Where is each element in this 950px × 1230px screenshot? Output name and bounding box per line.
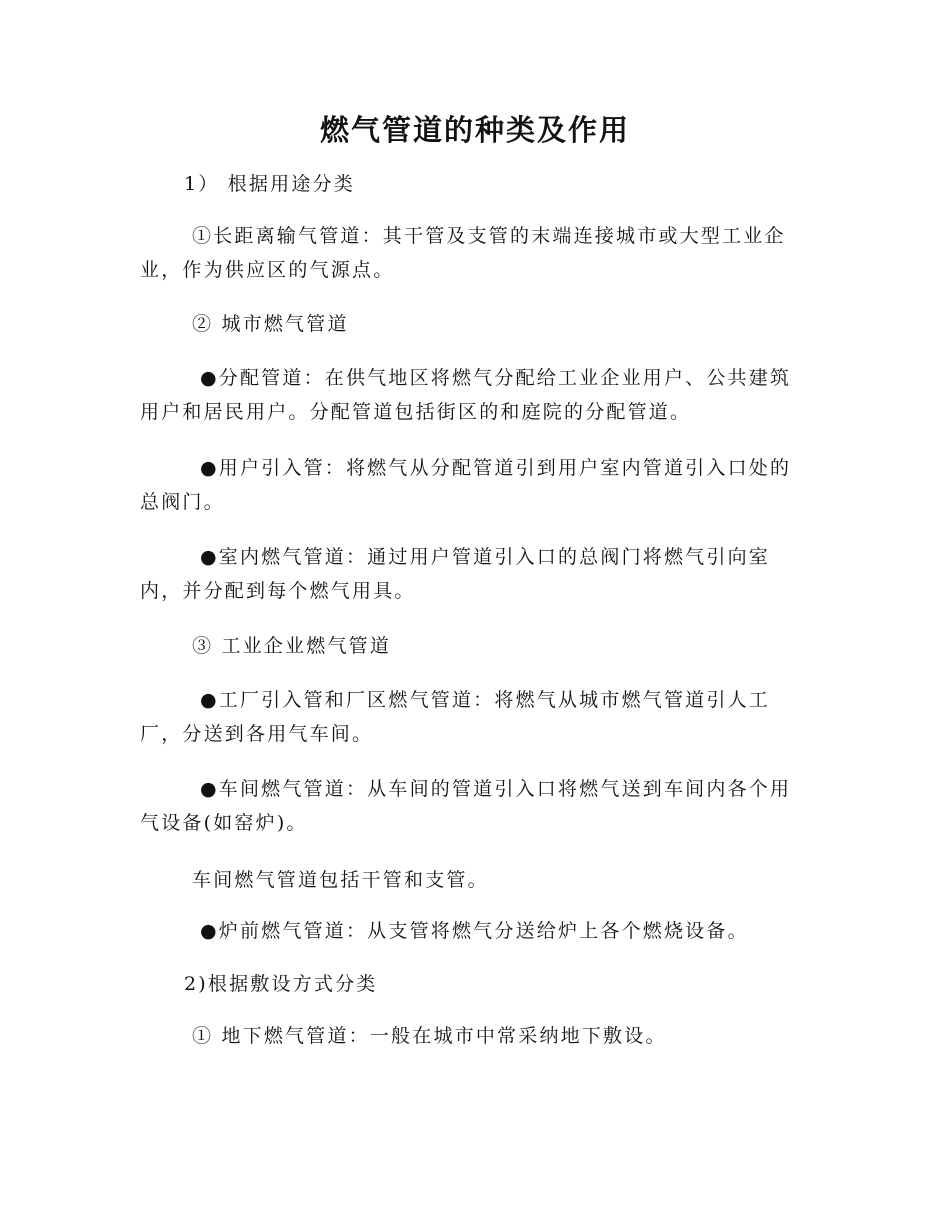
paragraph-long-distance-pipeline bbox=[140, 219, 810, 287]
paragraph-line: 总阀门。 bbox=[140, 491, 225, 513]
paragraph-line: ●室内燃气管道：通过用户管道引入口的总阀门将燃气引向室 bbox=[200, 546, 770, 568]
paragraph-underground-gas-pipeline bbox=[140, 1019, 810, 1053]
paragraph-line: ② 城市燃气管道 bbox=[192, 313, 349, 335]
paragraph-line: 1） 根据用途分类 bbox=[184, 173, 355, 195]
paragraph-workshop-pipes-note bbox=[140, 863, 810, 897]
paragraph-furnace-gas-pipeline bbox=[140, 914, 810, 948]
section-heading-by-laying-method bbox=[140, 967, 810, 1001]
paragraph-line: 2)根据敷设方式分类 bbox=[184, 973, 378, 995]
paragraph-distribution-pipeline bbox=[140, 361, 810, 429]
paragraph-line: ①长距离输气管道：其干管及支管的末端连接城市或大型工业企 bbox=[192, 225, 786, 247]
paragraph-line: ●炉前燃气管道：从支管将燃气分送给炉上各个燃烧设备。 bbox=[200, 920, 749, 942]
paragraph-line: ●用户引入管：将燃气从分配管道引到用户室内管道引入口处的 bbox=[200, 457, 792, 479]
paragraph-line: 用户和居民用户。分配管道包括街区的和庭院的分配管道。 bbox=[140, 401, 692, 423]
paragraph-user-service-pipe bbox=[140, 451, 810, 519]
paragraph-line: 业，作为供应区的气源点。 bbox=[140, 259, 395, 281]
paragraph-line: ① 地下燃气管道：一般在城市中常采纳地下敷设。 bbox=[192, 1025, 667, 1047]
paragraph-line: 厂，分送到各用气车间。 bbox=[140, 723, 374, 745]
document-title: 燃气管道的种类及作用 bbox=[319, 113, 630, 147]
paragraph-line: ●工厂引入管和厂区燃气管道：将燃气从城市燃气管道引人工 bbox=[200, 689, 770, 711]
paragraph-line: 内，并分配到每个燃气用具。 bbox=[140, 580, 416, 602]
paragraph-line: ③ 工业企业燃气管道 bbox=[192, 635, 392, 657]
subheading-city-gas-pipeline bbox=[140, 307, 810, 341]
paragraph-factory-service-pipe bbox=[140, 683, 810, 751]
section-heading-by-usage bbox=[140, 167, 810, 201]
paragraph-line: ●分配管道：在供气地区将燃气分配给工业企业用户、公共建筑 bbox=[200, 367, 792, 389]
paragraph-line: 气设备(如窑炉)。 bbox=[140, 812, 308, 834]
paragraph-workshop-gas-pipeline bbox=[140, 772, 810, 840]
paragraph-line: 车间燃气管道包括干管和支管。 bbox=[192, 869, 489, 891]
subheading-industrial-gas-pipeline bbox=[140, 629, 810, 663]
paragraph-line: ●车间燃气管道：从车间的管道引入口将燃气送到车间内各个用 bbox=[200, 778, 792, 800]
paragraph-indoor-gas-pipeline bbox=[140, 540, 810, 608]
